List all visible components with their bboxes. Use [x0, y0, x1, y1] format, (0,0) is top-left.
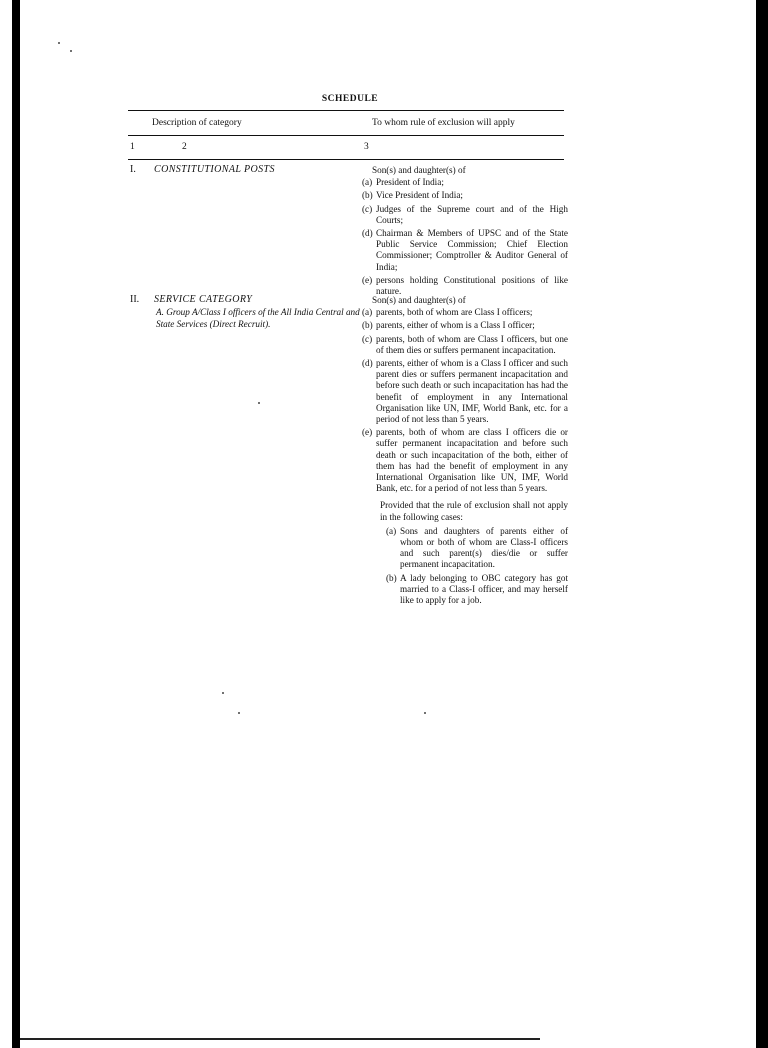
list-item: (c) parents, both of whom are Class I officers, but one of them dies or suffers permanent incapacitation.: [362, 333, 568, 355]
list-item: (c) Judges of the Supreme court and of the High Courts;: [362, 203, 568, 225]
section-title: CONSTITUTIONAL POSTS: [154, 164, 275, 175]
list-item: (a) President of India;: [362, 177, 444, 188]
scan-speck: [238, 712, 240, 714]
column-number-1: 1: [130, 142, 135, 152]
list-item: (d) parents, either of whom is a Class I officer and such parent dies or suffers permanent incapacitation and before such death or such incapacitation has had the benefit of employment in any International Organisation like UN, IMF, World Bank, etc. for a period of not less than 5 years.: [362, 358, 568, 425]
header-exclusion: To whom rule of exclusion will apply: [372, 118, 515, 128]
scan-speck: [424, 712, 426, 714]
scan-right-edge: [756, 0, 768, 1048]
scan-bottom-line: [20, 1038, 540, 1040]
section-number: II.: [130, 294, 140, 305]
list-item: (b) A lady belonging to OBC category has got married to a Class-I officer, and may herself like to apply for a job.: [386, 572, 568, 606]
list-item: (e) persons holding Constitutional positions of like nature.: [362, 274, 568, 297]
list-item: (a) parents, both of whom are Class I officers;: [362, 307, 533, 318]
subcategory-description: A. Group A/Class I officers of the All India Central and State Services (Direct Recruit).: [156, 307, 360, 329]
column-number-2: 2: [182, 142, 187, 152]
section-ii-exclusions: [362, 295, 568, 608]
column-number-3: 3: [364, 142, 369, 152]
section-title: SERVICE CATEGORY: [154, 294, 253, 305]
scan-speck: [58, 42, 60, 44]
scan-speck: [222, 692, 224, 694]
scan-left-edge: [12, 0, 20, 1048]
header-description: Description of category: [152, 118, 242, 128]
exclusion-lead: Son(s) and daughter(s) of: [372, 295, 466, 305]
column-number-rule: [128, 159, 564, 160]
scan-speck: [70, 50, 72, 52]
header-rule: [128, 135, 564, 136]
scan-speck: [258, 402, 260, 404]
list-item: (a) Sons and daughters of parents either of whom or both of whom are Class-I officers and such parent(s) dies/die or suffer permanent incapacitation.: [386, 525, 568, 570]
exclusion-lead: Son(s) and daughter(s) of: [372, 165, 466, 175]
table-top-rule: [128, 110, 564, 111]
list-item: (d) Chairman & Members of UPSC and of the State Public Service Commission; Chief Election Commissioner; Comptroller & Auditor General of India;: [362, 228, 568, 272]
section-i-exclusions: [362, 165, 568, 299]
schedule-title: SCHEDULE: [321, 94, 379, 104]
section-number: I.: [130, 164, 136, 175]
proviso-text: Provided that the rule of exclusion shall not apply in the following cases:: [380, 500, 568, 522]
list-item: (e) parents, both of whom are class I officers die or suffer permanent incapacitation and before such death or such incapacitation of the both, either of them has had the benefit of employment in any International Organisation like UN, IMF, World Bank, etc. for a period of not less than 5 years.: [362, 427, 568, 494]
list-item: (b) Vice President of India;: [362, 190, 463, 201]
list-item: (b) parents, either of whom is a Class I officer;: [362, 320, 535, 331]
